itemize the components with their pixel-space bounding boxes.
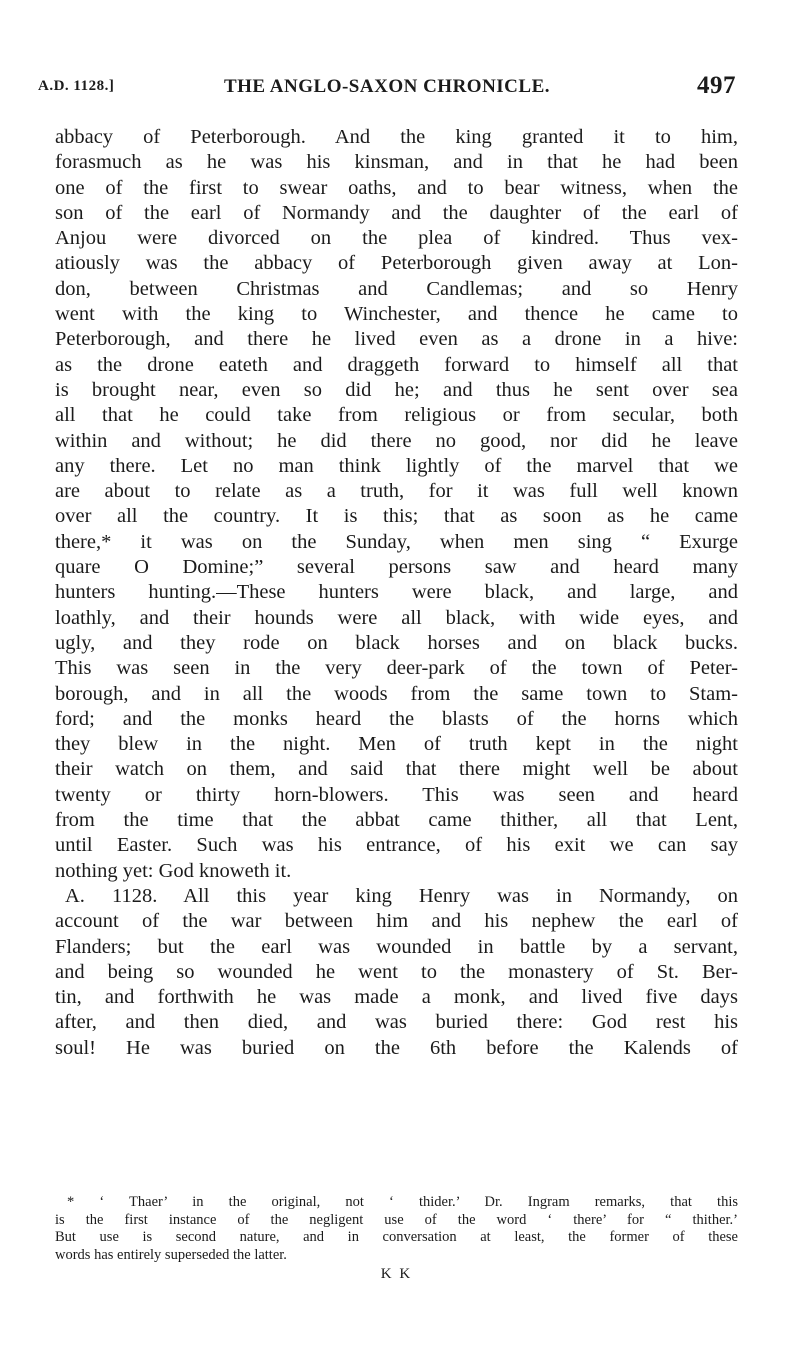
signature-mark: K K: [380, 1266, 413, 1282]
text-line: abbacy of Peterborough. And the king granted it to him,: [55, 126, 738, 148]
text-line: A. 1128. All this year king Henry was in Normandy, on: [65, 884, 738, 907]
text-line: are about to relate as a truth, for it was full well known: [55, 480, 738, 503]
text-line: is brought near, even so did he; and thus he sent over sea: [55, 378, 738, 401]
page-number: 497: [697, 72, 736, 99]
text-line: hunters hunting.—These hunters were black, and large, and: [55, 581, 738, 604]
text-line: they blew in the night. Men of truth kept in the night: [55, 733, 738, 756]
text-line: went with the king to Winchester, and thence he came to: [55, 303, 738, 326]
text-line: until Easter. Such was his entrance, of his exit we can say: [55, 834, 738, 857]
text-line: after, and then died, and was buried there: God rest his: [55, 1011, 738, 1034]
text-line: all that he could take from religious or from secular, both: [55, 404, 738, 427]
footnote-line: But use is second nature, and in conversation at least, the former of these: [55, 1229, 738, 1245]
text-line: any there. Let no man think lightly of the marvel that we: [55, 454, 738, 477]
text-line: forasmuch as he was his kinsman, and in that he had been: [55, 151, 738, 174]
text-line: borough, and in all the woods from the same town to Stam-: [55, 682, 738, 705]
text-line: ford; and the monks heard the blasts of the horns which: [55, 707, 738, 730]
text-line: quare O Domine;” several persons saw and heard many: [55, 556, 738, 579]
text-line: loathly, and their hounds were all black, with wide eyes, and: [55, 606, 738, 629]
text-line: twenty or thirty horn-blowers. This was seen and heard: [55, 783, 738, 806]
text-line: son of the earl of Normandy and the daughter of the earl of: [55, 201, 738, 224]
text-line: Flanders; but the earl was wounded in battle by a servant,: [55, 935, 738, 958]
text-line: and being so wounded he went to the monastery of St. Ber-: [55, 960, 738, 983]
text-line: Peterborough, and there he lived even as a drone in a hive:: [55, 328, 738, 351]
footnote-line: is the first instance of the negligent use of the word ‘ there’ for “ thither.’: [55, 1211, 738, 1228]
footnote-line: * ‘ Thaer’ in the original, not ‘ thider.’ Dr. Ingram remarks, that this: [67, 1194, 738, 1210]
running-head: [38, 72, 736, 108]
text-line: their watch on them, and said that there might well be about: [55, 758, 738, 781]
text-line: there,* it was on the Sunday, when men sing “ Exurge: [55, 530, 738, 553]
text-line: account of the war between him and his nephew the earl of: [55, 910, 738, 933]
footnote-line: words has entirely superseded the latter.: [55, 1246, 287, 1263]
text-line: atiously was the abbacy of Peterborough given away at Lon-: [55, 252, 738, 275]
text-line: as the drone eateth and draggeth forward to himself all that: [55, 353, 738, 376]
body-text: [55, 125, 738, 1061]
text-line: over all the country. It is this; that as soon as he came: [55, 505, 738, 528]
text-line: one of the first to swear oaths, and to bear witness, when the: [55, 176, 738, 199]
book-title: THE ANGLO-SAXON CHRONICLE.: [223, 76, 551, 97]
text-line: This was seen in the very deer-park of the town of Peter-: [55, 657, 738, 680]
text-line: within and without; he did there no good, nor did he leave: [55, 429, 738, 452]
text-line: soul! He was buried on the 6th before the Kalends of: [55, 1036, 738, 1059]
text-line: don, between Christmas and Candlemas; and so Henry: [55, 277, 738, 300]
year-marker: A.D. 1128.]: [38, 78, 115, 94]
text-line: tin, and forthwith he was made a monk, and lived five days: [55, 986, 738, 1009]
text-line: Anjou were divorced on the plea of kindred. Thus vex-: [55, 227, 738, 250]
text-line: nothing yet: God knoweth it.: [55, 859, 292, 882]
text-line: from the time that the abbat came thither, all that Lent,: [55, 809, 738, 832]
footnote: [55, 1194, 738, 1264]
text-line: ugly, and they rode on black horses and on black bucks.: [55, 631, 738, 654]
